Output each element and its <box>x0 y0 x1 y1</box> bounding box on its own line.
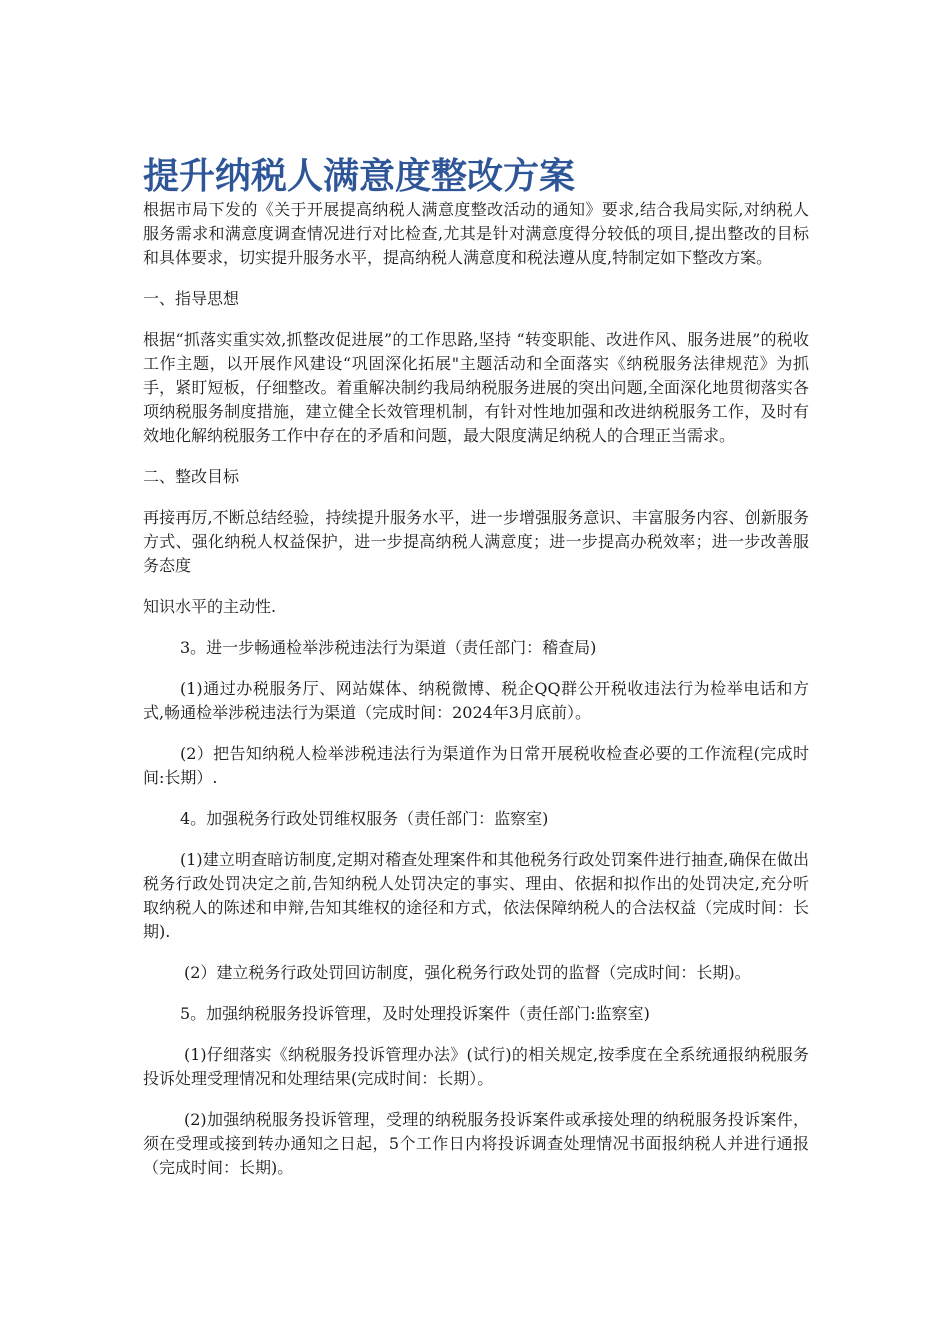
item-5-heading: 5。加强纳税服务投诉管理，及时处理投诉案件（责任部门:监察室) <box>180 1004 650 1023</box>
item-4-heading: 4。加强税务行政处罚维权服务（责任部门：监察室) <box>180 809 549 828</box>
fragment-paragraph: 知识水平的主动性. <box>143 597 277 616</box>
item-4-sub-1: (1)建立明查暗访制度,定期对稽查处理案件和其他税务行政处罚案件进行抽查,确保在做出税务行政处罚决定之前,告知纳税人处罚决定的事实、理由、依据和拟作出的处罚决定,充分听取纳税人的陈述和申辩,告知其维权的途径和方式，依法保障纳税人的合法权益（完成时间：长期). <box>143 850 809 941</box>
item-5-sub-1: (1)仔细落实《纳税服务投诉管理办法》(试行)的相关规定,按季度在全系统通报纳税服务投诉处理受理情况和处理结果(完成时间：长期）。 <box>143 1045 809 1088</box>
document-title: 提升纳税人满意度整改方案 <box>143 155 576 197</box>
item-3-sub-1: (1)通过办税服务厅、网站媒体、纳税微博、税企QQ群公开税收违法行为检举电话和方式,畅通检举涉税违法行为渠道（完成时间：2024年3月底前）。 <box>143 679 809 722</box>
section-heading-guiding-ideology: 一、指导思想 <box>143 289 240 308</box>
item-3-sub-2: (2）把告知纳税人检举涉税违法行为渠道作为日常开展税收检查必要的工作流程(完成时间:长期）. <box>143 744 809 787</box>
section-heading-rectification-goals: 二、整改目标 <box>143 467 240 486</box>
item-4-sub-2: (2）建立税务行政处罚回访制度，强化税务行政处罚的监督（完成时间：长期)。 <box>184 963 751 982</box>
rectification-goals-paragraph: 再接再厉,不断总结经验，持续提升服务水平，进一步增强服务意识、丰富服务内容、创新服务方式、强化纳税人权益保护，进一步提高纳税人满意度；进一步提高办税效率；进一步改善服务态度 <box>143 508 809 575</box>
document-body <box>143 198 809 1180</box>
item-5-sub-2: (2)加强纳税服务投诉管理，受理的纳税服务投诉案件或承接处理的纳税服务投诉案件，须在受理或接到转办通知之日起，5个工作日内将投诉调查处理情况书面报纳税人并进行通报（完成时间：长期)。 <box>143 1110 809 1177</box>
item-3-heading: 3。进一步畅通检举涉税违法行为渠道（责任部门：稽查局) <box>180 638 597 657</box>
guiding-ideology-paragraph: 根据“抓落实重实效,抓整改促进展”的工作思路,坚持 “转变职能、改进作风、服务进展”的税收工作主题，以开展作风建设“巩固深化拓展"主题活动和全面落实《纳税服务法律规范》为抓手，紧盯短板，仔细整改。着重解决制约我局纳税服务进展的突出问题,全面深化地贯彻落实各项纳税服务制度措施，建立健全长效管理机制，有针对性地加强和改进纳税服务工作，及时有效地化解纳税服务工作中存在的矛盾和问题，最大限度满足纳税人的合理正当需求。 <box>143 330 809 445</box>
intro-paragraph: 根据市局下发的《关于开展提高纳税人满意度整改活动的通知》要求,结合我局实际,对纳税人服务需求和满意度调查情况进行对比检查,尤其是针对满意度得分较低的项目,提出整改的目标和具体要求，切实提升服务水平，提高纳税人满意度和税法遵从度,特制定如下整改方案。 <box>143 200 809 267</box>
